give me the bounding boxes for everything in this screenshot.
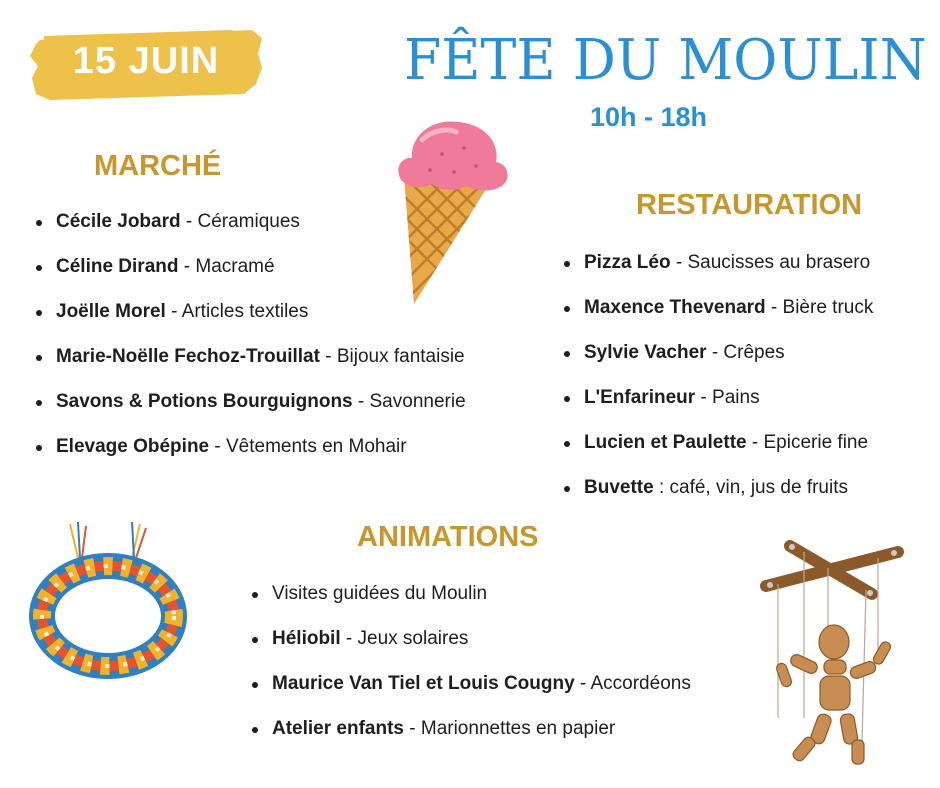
activity-detail: - Jeux solaires	[340, 628, 469, 649]
list-item	[36, 436, 466, 481]
vendor-detail: - Saucisses au brasero	[670, 252, 871, 273]
list-item	[564, 297, 873, 342]
date-badge	[30, 28, 262, 102]
vendor-detail: - Céramiques	[180, 211, 300, 232]
marche-heading: MARCHÉ	[94, 150, 222, 182]
activity-name: Maurice Van Tiel et Louis Cougny	[272, 673, 575, 694]
vendor-detail: - Macramé	[178, 256, 275, 277]
vendor-detail: - Articles textiles	[165, 301, 309, 322]
ice-cream-cone-icon	[392, 114, 522, 306]
page-title: FÊTE DU MOULIN	[404, 28, 927, 93]
vendor-name: Maxence Thevenard	[584, 297, 766, 318]
vendor-detail: - Bière truck	[765, 297, 874, 318]
friendship-bracelet-icon	[28, 520, 190, 680]
vendor-name: Cécile Jobard	[56, 211, 181, 232]
animations-list	[252, 583, 691, 763]
vendor-detail: - Bijoux fantaisie	[319, 346, 465, 367]
vendor-name: Buvette	[584, 477, 654, 498]
vendor-name: Elevage Obépine	[56, 436, 210, 457]
vendor-detail: - Vêtements en Mohair	[209, 436, 407, 457]
list-item	[36, 346, 466, 391]
activity-detail: Visites guidées du Moulin	[272, 583, 488, 604]
restauration-list	[564, 252, 873, 522]
list-item	[564, 477, 873, 522]
list-item	[36, 391, 466, 436]
vendor-name: Lucien et Paulette	[584, 432, 747, 453]
animations-heading: ANIMATIONS	[357, 521, 539, 553]
vendor-detail: - Crêpes	[706, 342, 785, 363]
activity-name: Atelier enfants	[272, 718, 404, 739]
vendor-name: Céline Dirand	[56, 256, 179, 277]
vendor-name: Pizza Léo	[584, 252, 671, 273]
list-item	[564, 342, 873, 387]
list-item	[252, 628, 691, 673]
event-date: 15 JUIN	[72, 40, 220, 82]
vendor-detail: - Savonnerie	[352, 391, 466, 412]
list-item	[36, 301, 466, 346]
vendor-name: Marie-Noëlle Fechoz-Trouillat	[56, 346, 320, 367]
marionette-icon	[758, 538, 908, 768]
vendor-name: L'Enfarineur	[584, 387, 696, 408]
vendor-detail: : café, vin, jus de fruits	[653, 477, 848, 498]
vendor-name: Sylvie Vacher	[584, 342, 707, 363]
event-hours: 10h - 18h	[590, 102, 708, 132]
vendor-detail: - Pains	[695, 387, 760, 408]
vendor-name: Savons & Potions Bourguignons	[56, 391, 353, 412]
list-item	[252, 583, 691, 628]
restauration-heading: RESTAURATION	[636, 189, 863, 221]
list-item	[564, 252, 873, 297]
list-item	[252, 673, 691, 718]
vendor-detail: - Epicerie fine	[746, 432, 869, 453]
activity-detail: - Accordéons	[574, 673, 691, 694]
activity-detail: - Marionnettes en papier	[403, 718, 616, 739]
list-item	[564, 432, 873, 477]
list-item	[252, 718, 691, 763]
list-item	[564, 387, 873, 432]
activity-name: Héliobil	[272, 628, 341, 649]
vendor-name: Joëlle Morel	[56, 301, 166, 322]
